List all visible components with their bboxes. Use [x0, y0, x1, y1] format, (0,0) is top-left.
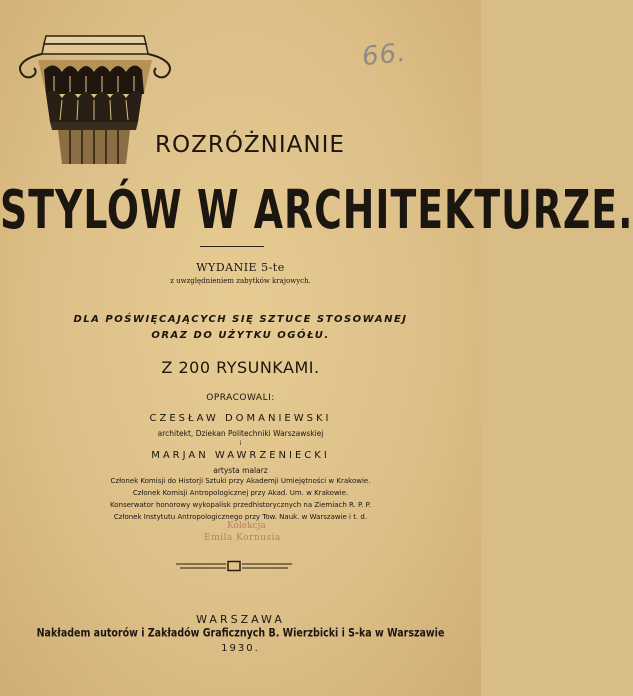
author-2-description: artysta malarz: [213, 466, 268, 475]
decorative-ornament: [176, 560, 292, 572]
title-divider: [200, 246, 264, 247]
prepared-by-label: OPRACOWALI:: [206, 393, 275, 403]
edition: WYDANIE 5-te: [196, 261, 285, 274]
corinthian-capital-illustration: [14, 30, 174, 165]
author-2-credential: Członek Komisji do Historji Sztuki przy Akademji Umiejętności w Krakowie.: [110, 477, 371, 485]
edition-note: z uwzględnieniem zabytków krajowych.: [170, 277, 311, 285]
collection-stamp-line-1: Kolekcja: [227, 521, 266, 531]
drawings-count: Z 200 RYSUNKAMI.: [161, 358, 320, 377]
publication-city: WARSZAWA: [196, 613, 285, 626]
publication-year: 1930.: [221, 643, 260, 654]
title-line-1: ROZRÓŻNIANIE: [155, 132, 345, 158]
publisher-line: Nakładem autorów i Zakładów Graficznych B. Wierzbicki i S-ka w Warszawie: [36, 626, 445, 641]
dedication-line-1: DLA POŚWIĘCAJĄCYCH SIĘ SZTUCE STOSOWANEJ: [73, 314, 408, 325]
author-2-credential: Konserwator honorowy wykopalisk przedhistorycznych na Ziemiach R. P. P.: [110, 501, 371, 509]
author-conjunction: i: [239, 440, 242, 447]
title-line-2: STYLÓW W ARCHITEKTURZE.: [0, 178, 633, 241]
author-1-name: CZESŁAW DOMANIEWSKI: [149, 413, 332, 424]
author-1-description: architekt, Dziekan Politechniki Warszawskiej: [157, 429, 324, 438]
collection-stamp-line-2: Emila Kornusia: [204, 533, 281, 543]
handwritten-catalog-number: 66.: [360, 37, 408, 73]
author-2-name: MARJAN WAWRZENIECKI: [151, 450, 330, 461]
author-2-credential: Członek Komisji Antropologicznej przy Akad. Um. w Krakowie.: [132, 489, 349, 497]
author-2-credential: Członek Instytutu Antropologicznego przy Tow. Nauk. w Warszawie i t. d.: [113, 513, 368, 521]
dedication-line-2: ORAZ DO UŻYTKU OGÓŁU.: [151, 330, 330, 341]
